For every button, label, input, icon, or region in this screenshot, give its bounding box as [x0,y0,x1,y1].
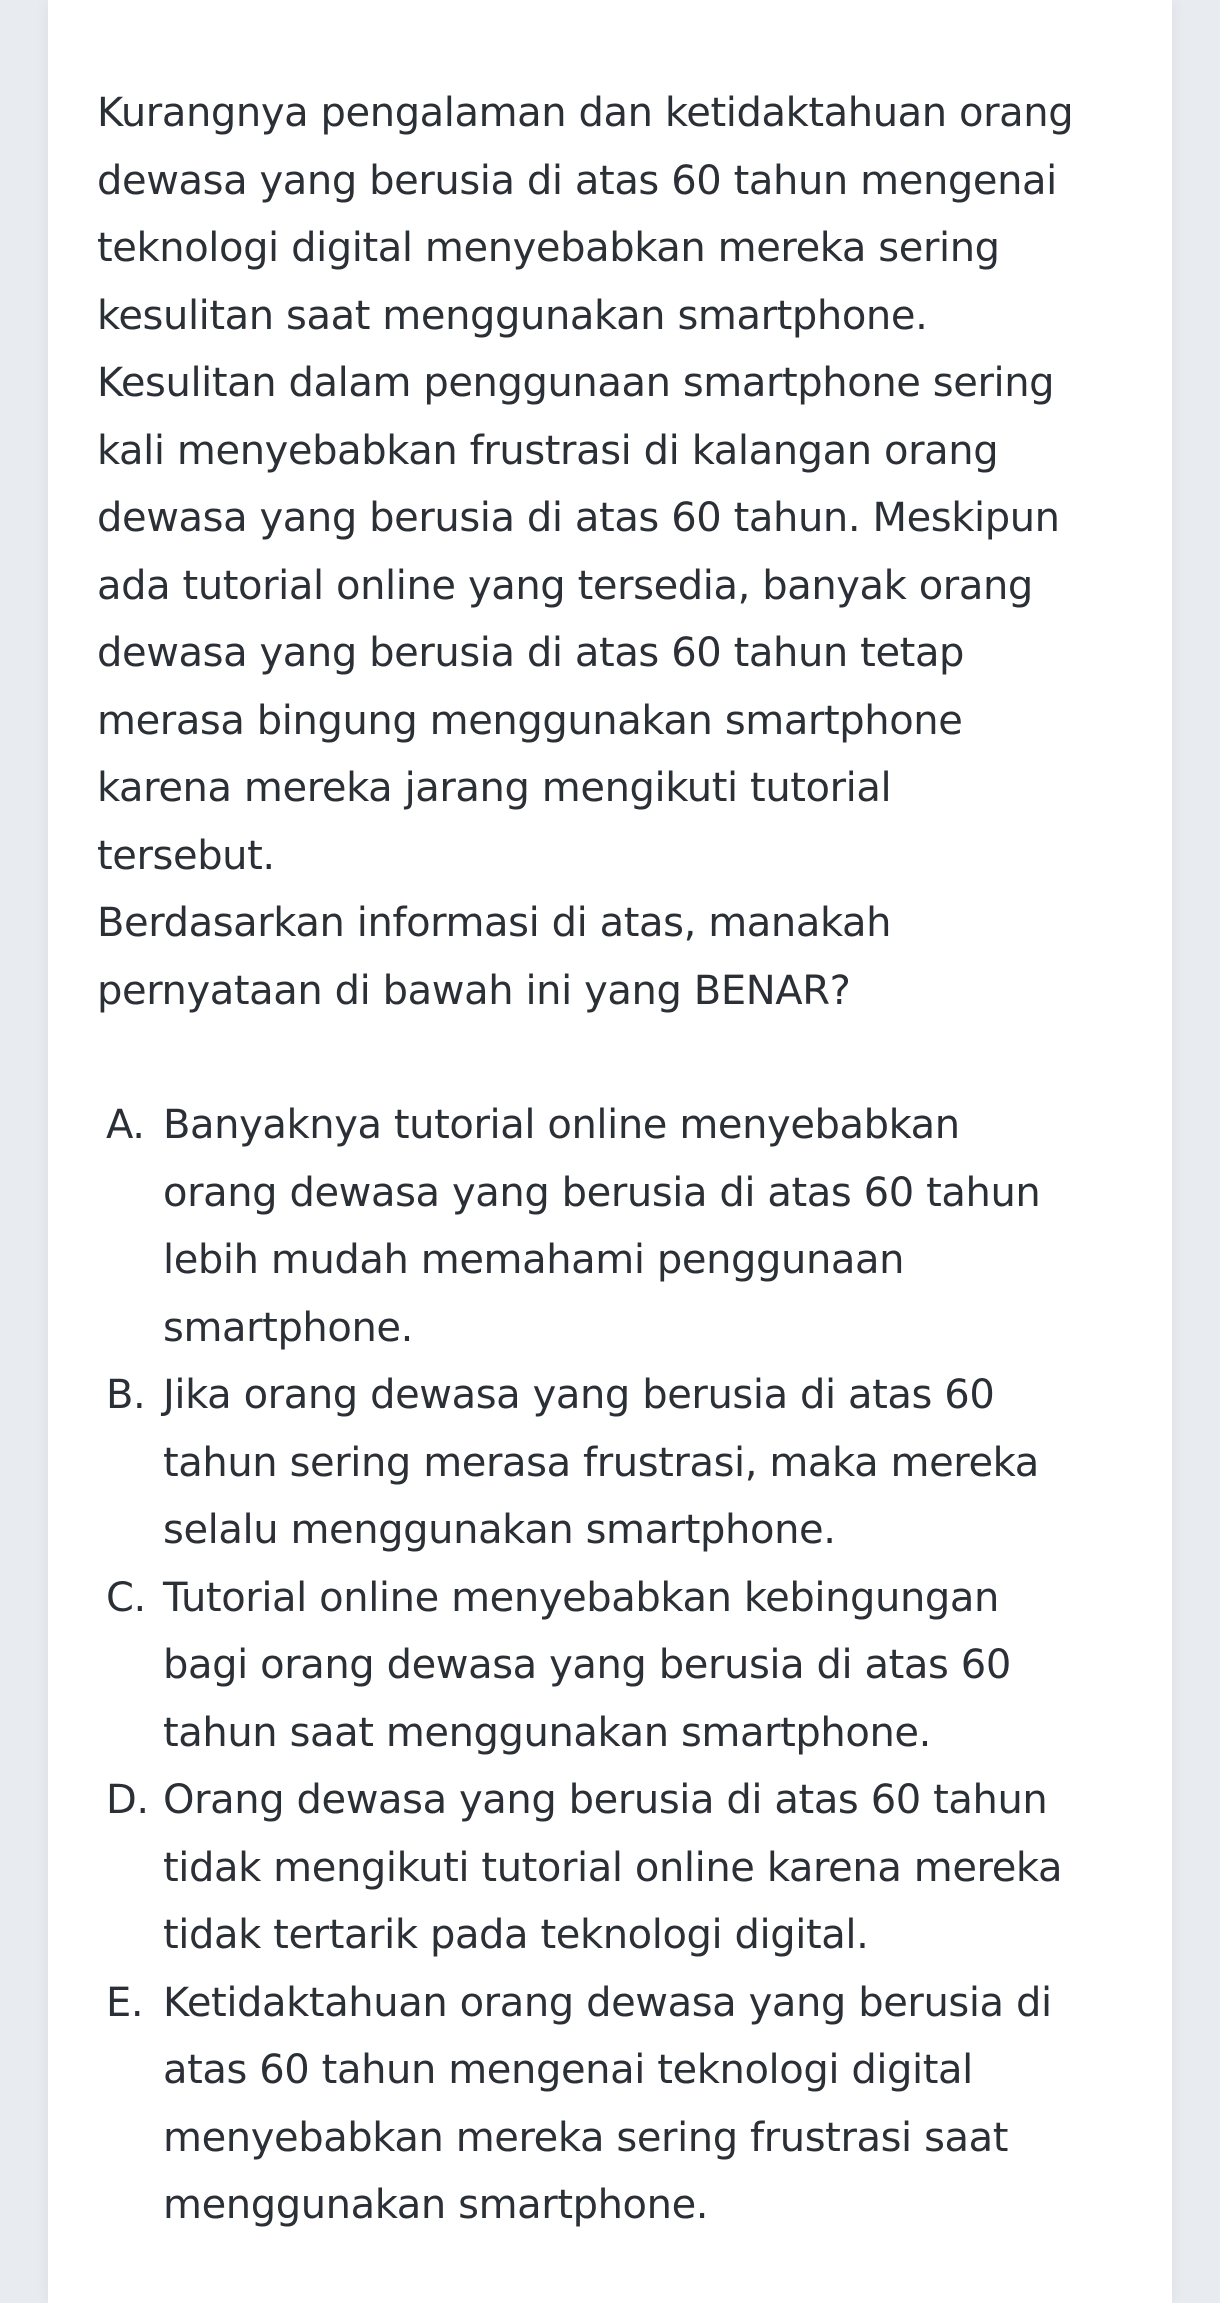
option-letter: D. [106,1777,149,1823]
option-e[interactable] [48,1970,1172,2240]
option-text-line: atas 60 tahun mengenai teknologi digital [163,2047,973,2093]
option-a[interactable] [48,1092,1172,1362]
passage-line: kesulitan saat menggunakan smartphone. [97,292,928,339]
option-text-line: menggunakan smartphone. [163,2182,709,2228]
option-text-line: lebih mudah memahami penggunaan [163,1237,905,1283]
passage-line: tersebut. [97,832,275,879]
option-letter: A. [106,1102,145,1148]
option-text-line: tidak tertarik pada teknologi digital. [163,1912,869,1958]
passage-line: Kesulitan dalam penggunaan smartphone sering [97,360,1055,406]
passage-line: dewasa yang berusia di atas 60 tahun. Meskipun [97,495,1060,541]
option-text-line: tahun saat menggunakan smartphone. [163,1709,931,1756]
option-letter: B. [106,1372,146,1418]
option-text-line: bagi orang dewasa yang berusia di atas 60 [163,1642,1011,1688]
question-line: Berdasarkan informasi di atas, manakah [97,900,892,946]
passage-line: dewasa yang berusia di atas 60 tahun tetap [97,630,965,676]
option-text-line: smartphone. [163,1304,413,1351]
option-text-line: menyebabkan mereka sering frustrasi saat [163,2114,1009,2161]
option-text-line: orang dewasa yang berusia di atas 60 tahun [163,1169,1041,1216]
option-text-line: Orang dewasa yang berusia di atas 60 tahun [163,1777,1048,1823]
option-b[interactable] [48,1362,1172,1565]
passage-line: ada tutorial online yang tersedia, banyak orang [97,562,1033,609]
passage-line: Kurangnya pengalaman dan ketidaktahuan orang [97,90,1074,136]
option-text-line: Tutorial online menyebabkan kebingungan [163,1574,999,1621]
answer-options [48,1092,1172,2240]
question-line: pernyataan di bawah ini yang BENAR? [97,967,851,1014]
option-letter: C. [106,1574,146,1621]
passage [48,80,1137,1025]
option-text-line: selalu menggunakan smartphone. [163,1507,836,1553]
option-letter: E. [106,1979,144,2026]
option-text-line: Ketidaktahuan orang dewasa yang berusia di [163,1979,1052,2026]
passage-line: kali menyebabkan frustrasi di kalangan orang [97,427,999,474]
option-d[interactable] [48,1767,1172,1970]
option-text-line: tidak mengikuti tutorial online karena mereka [163,1844,1063,1891]
question-card [48,0,1172,2303]
passage-line: karena mereka jarang mengikuti tutorial [97,765,892,811]
passage-line: merasa bingung menggunakan smartphone [97,697,963,744]
passage-line: teknologi digital menyebabkan mereka sering [97,225,1000,271]
option-text-line: Banyaknya tutorial online menyebabkan [163,1102,960,1148]
option-text-line: Jika orang dewasa yang berusia di atas 60 [163,1372,995,1418]
option-text-line: tahun sering merasa frustrasi, maka mereka [163,1439,1039,1486]
option-c[interactable] [48,1565,1172,1768]
passage-line: dewasa yang berusia di atas 60 tahun mengenai [97,157,1057,204]
